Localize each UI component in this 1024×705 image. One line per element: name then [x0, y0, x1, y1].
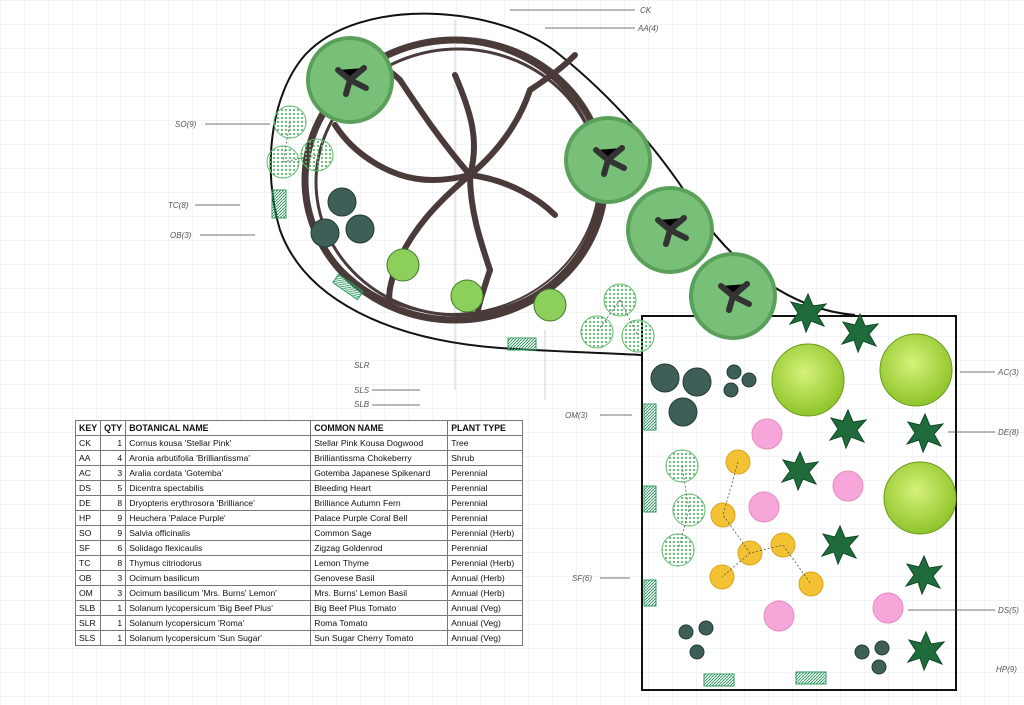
callout-sls: SLS: [354, 386, 370, 395]
table-row: [76, 511, 523, 526]
cell-key: SF: [76, 541, 101, 556]
cell-botanical: Aralia cordata 'Gotemba': [126, 466, 311, 481]
cell-common: Big Beef Plus Tomato: [311, 601, 448, 616]
cell-type: Annual (Veg): [448, 616, 523, 631]
callout-de: DE(8): [998, 428, 1019, 437]
cell-type: Perennial: [448, 496, 523, 511]
cell-qty: 1: [101, 436, 126, 451]
cell-key: SO: [76, 526, 101, 541]
cell-type: Tree: [448, 436, 523, 451]
cell-qty: 3: [101, 571, 126, 586]
cell-key: SLB: [76, 601, 101, 616]
cell-key: AC: [76, 466, 101, 481]
cell-botanical: Salvia officinalis: [126, 526, 311, 541]
cell-qty: 1: [101, 631, 126, 646]
cell-common: Palace Purple Coral Bell: [311, 511, 448, 526]
cell-botanical: Solanum lycopersicum 'Big Beef Plus': [126, 601, 311, 616]
cell-common: Brilliance Autumn Fern: [311, 496, 448, 511]
cell-key: DS: [76, 481, 101, 496]
cell-qty: 8: [101, 496, 126, 511]
table-row: [76, 556, 523, 571]
cell-type: Perennial: [448, 481, 523, 496]
cell-qty: 1: [101, 616, 126, 631]
callout-slr: SLR: [354, 361, 370, 370]
table-row: [76, 616, 523, 631]
cell-common: Common Sage: [311, 526, 448, 541]
cell-type: Perennial (Herb): [448, 526, 523, 541]
cell-qty: 6: [101, 541, 126, 556]
table-row: [76, 496, 523, 511]
cell-qty: 5: [101, 481, 126, 496]
cell-qty: 4: [101, 451, 126, 466]
cell-botanical: Ocimum basilicum: [126, 571, 311, 586]
cell-botanical: Heuchera 'Palace Purple': [126, 511, 311, 526]
callout-aa: AA(4): [638, 24, 659, 33]
cell-common: Bleeding Heart: [311, 481, 448, 496]
header-type: PLANT TYPE: [448, 421, 523, 436]
cell-qty: 1: [101, 601, 126, 616]
cell-common: Stellar Pink Kousa Dogwood: [311, 436, 448, 451]
header-key: KEY: [76, 421, 101, 436]
cell-common: Sun Sugar Cherry Tomato: [311, 631, 448, 646]
tree: [564, 116, 652, 204]
tree: [626, 186, 714, 274]
cell-key: DE: [76, 496, 101, 511]
plant-legend-table: [75, 420, 523, 646]
header-common: COMMON NAME: [311, 421, 448, 436]
cell-botanical: Thymus citriodorus: [126, 556, 311, 571]
cell-key: OM: [76, 586, 101, 601]
cell-qty: 3: [101, 586, 126, 601]
cell-type: Annual (Herb): [448, 571, 523, 586]
cell-common: Brilliantissma Chokeberry: [311, 451, 448, 466]
header-botanical: BOTANICAL NAME: [126, 421, 311, 436]
table-row: [76, 586, 523, 601]
cell-key: CK: [76, 436, 101, 451]
cell-key: HP: [76, 511, 101, 526]
header-qty: QTY: [101, 421, 126, 436]
cell-botanical: Solanum lycopersicum 'Roma': [126, 616, 311, 631]
callout-so: SO(9): [175, 120, 197, 129]
callout-hp: HP(9): [996, 665, 1017, 674]
cell-key: SLR: [76, 616, 101, 631]
cell-key: OB: [76, 571, 101, 586]
table-row: [76, 436, 523, 451]
cell-botanical: Ocimum basilicum 'Mrs. Burns' Lemon': [126, 586, 311, 601]
cell-qty: 3: [101, 466, 126, 481]
callout-tc: TC(8): [168, 201, 189, 210]
legend-header-row: [76, 421, 523, 436]
callout-ob: OB(3): [170, 231, 192, 240]
cell-key: SLS: [76, 631, 101, 646]
tree: [306, 36, 394, 124]
cell-botanical: Solanum lycopersicum 'Sun Sugar': [126, 631, 311, 646]
cell-type: Perennial: [448, 511, 523, 526]
cell-key: TC: [76, 556, 101, 571]
cell-botanical: Aronia arbutifolia 'Brilliantissma': [126, 451, 311, 466]
cell-botanical: Solidago flexicaulis: [126, 541, 311, 556]
callout-ck: CK: [640, 6, 652, 15]
cell-type: Annual (Veg): [448, 631, 523, 646]
cell-common: Gotemba Japanese Spikenard: [311, 466, 448, 481]
cell-key: AA: [76, 451, 101, 466]
cell-common: Roma Tomato: [311, 616, 448, 631]
cell-botanical: Dryopteris erythrosora 'Brilliance': [126, 496, 311, 511]
callout-ac: AC(3): [998, 368, 1019, 377]
cell-botanical: Dicentra spectabilis: [126, 481, 311, 496]
callout-om: OM(3): [565, 411, 588, 420]
legend-body: [76, 436, 523, 646]
table-row: [76, 631, 523, 646]
callout-sf: SF(6): [572, 574, 592, 583]
table-row: [76, 526, 523, 541]
table-row: [76, 601, 523, 616]
cell-common: Genovese Basil: [311, 571, 448, 586]
cell-type: Perennial: [448, 466, 523, 481]
cell-common: Lemon Thyme: [311, 556, 448, 571]
cell-qty: 9: [101, 526, 126, 541]
cell-type: Perennial (Herb): [448, 556, 523, 571]
callout-ds: DS(5): [998, 606, 1019, 615]
cell-common: Mrs. Burns' Lemon Basil: [311, 586, 448, 601]
callout-slb: SLB: [354, 400, 370, 409]
table-row: [76, 451, 523, 466]
cell-common: Zigzag Goldenrod: [311, 541, 448, 556]
cell-botanical: Cornus kousa 'Stellar Pink': [126, 436, 311, 451]
table-row: [76, 541, 523, 556]
tree: [689, 252, 777, 340]
table-row: [76, 571, 523, 586]
cell-type: Annual (Herb): [448, 586, 523, 601]
cell-type: Annual (Veg): [448, 601, 523, 616]
cell-type: Shrub: [448, 451, 523, 466]
cell-qty: 9: [101, 511, 126, 526]
table-row: [76, 466, 523, 481]
table-row: [76, 481, 523, 496]
cell-qty: 8: [101, 556, 126, 571]
cell-type: Perennial: [448, 541, 523, 556]
